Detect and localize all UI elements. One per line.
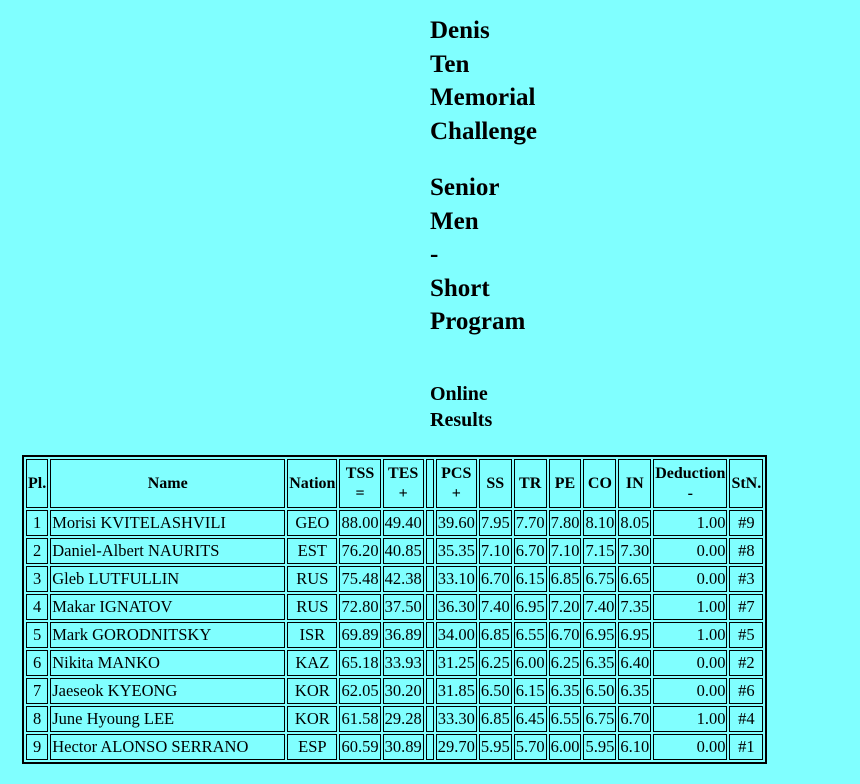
nation-cell: GEO — [287, 510, 337, 536]
place-cell: 6 — [26, 650, 48, 676]
pcs-cell: 34.00 — [436, 622, 477, 648]
col-header-ss: SS — [479, 459, 512, 508]
start-number-cell: #8 — [729, 538, 763, 564]
separator-cell — [426, 706, 434, 732]
tr-cell: 5.70 — [514, 734, 547, 760]
nation-cell: EST — [287, 538, 337, 564]
deduction-cell: 1.00 — [653, 594, 727, 620]
tr-cell: 6.95 — [514, 594, 547, 620]
col-header-deduction-label: Deduction — [655, 464, 726, 482]
start-number-cell: #9 — [729, 510, 763, 536]
deduction-cell: 0.00 — [653, 734, 727, 760]
category-title-line: Senior — [430, 174, 500, 201]
separator-cell — [426, 538, 434, 564]
pcs-cell: 31.85 — [436, 678, 477, 704]
tr-cell: 6.70 — [514, 538, 547, 564]
table-row — [26, 510, 763, 536]
tss-cell: 75.48 — [339, 566, 380, 592]
category-title-line: Short — [430, 274, 490, 302]
nation-cell: ESP — [287, 734, 337, 760]
pcs-cell: 36.30 — [436, 594, 477, 620]
tes-cell: 37.50 — [383, 594, 424, 620]
skater-name-cell: June Hyoung LEE — [50, 706, 285, 732]
in-cell: 7.35 — [618, 594, 651, 620]
deduction-cell: 0.00 — [653, 678, 727, 704]
start-number-cell: #6 — [729, 678, 763, 704]
place-cell: 5 — [26, 622, 48, 648]
header-row — [26, 459, 763, 508]
tr-cell: 6.55 — [514, 622, 547, 648]
tr-cell: 6.15 — [514, 678, 547, 704]
pcs-cell: 35.35 — [436, 538, 477, 564]
event-title-line: Memorial — [430, 84, 536, 111]
table-row — [26, 566, 763, 592]
place-cell: 1 — [26, 510, 48, 536]
col-header-tss-sign: = — [355, 484, 365, 502]
table-row — [26, 734, 763, 760]
pe-cell: 6.70 — [549, 622, 582, 648]
start-number-cell: #2 — [729, 650, 763, 676]
tr-cell: 7.70 — [514, 510, 547, 536]
tss-cell: 60.59 — [339, 734, 380, 760]
deduction-cell: 0.00 — [653, 566, 727, 592]
co-cell: 7.40 — [583, 594, 616, 620]
tss-cell: 61.58 — [339, 706, 380, 732]
tr-cell: 6.00 — [514, 650, 547, 676]
title-block — [430, 14, 630, 433]
table-row — [26, 538, 763, 564]
tr-cell: 6.45 — [514, 706, 547, 732]
nation-cell: KOR — [287, 706, 337, 732]
separator-cell — [426, 510, 434, 536]
place-cell: 8 — [26, 706, 48, 732]
col-header-tes-sign: + — [398, 484, 408, 502]
results-table — [22, 455, 767, 764]
ss-cell: 7.10 — [479, 538, 512, 564]
ss-cell: 7.95 — [479, 510, 512, 536]
start-number-cell: #3 — [729, 566, 763, 592]
pcs-cell: 39.60 — [436, 510, 477, 536]
deduction-cell: 1.00 — [653, 510, 727, 536]
nation-cell: KAZ — [287, 650, 337, 676]
col-header-tes-label: TES — [388, 464, 419, 482]
pe-cell: 7.80 — [549, 510, 582, 536]
in-cell: 6.95 — [618, 622, 651, 648]
ss-cell: 5.95 — [479, 734, 512, 760]
separator-cell — [426, 650, 434, 676]
skater-name-cell: Mark GORODNITSKY — [50, 622, 285, 648]
tes-cell: 40.85 — [383, 538, 424, 564]
pe-cell: 6.55 — [549, 706, 582, 732]
start-number-cell: #1 — [729, 734, 763, 760]
col-header-pe: PE — [549, 459, 582, 508]
col-header-pcs-sign: + — [451, 484, 461, 502]
place-cell: 2 — [26, 538, 48, 564]
col-header-in: IN — [618, 459, 651, 508]
col-header-tss — [339, 459, 380, 508]
skater-name-cell: Morisi KVITELASHVILI — [50, 510, 285, 536]
place-cell: 3 — [26, 566, 48, 592]
pe-cell: 7.10 — [549, 538, 582, 564]
deduction-cell: 1.00 — [653, 622, 727, 648]
col-header-tr: TR — [514, 459, 547, 508]
col-header-nation: Nation — [287, 459, 337, 508]
ss-cell: 7.40 — [479, 594, 512, 620]
col-header-deduction-sign: - — [687, 484, 693, 502]
tss-cell: 69.89 — [339, 622, 380, 648]
tss-cell: 88.00 — [339, 510, 380, 536]
pe-cell: 6.25 — [549, 650, 582, 676]
nation-cell: KOR — [287, 678, 337, 704]
in-cell: 6.10 — [618, 734, 651, 760]
pe-cell: 6.00 — [549, 734, 582, 760]
separator-cell — [426, 734, 434, 760]
tes-cell: 29.28 — [383, 706, 424, 732]
separator-cell — [426, 566, 434, 592]
skater-name-cell: Daniel-Albert NAURITS — [50, 538, 285, 564]
results-body — [26, 510, 763, 760]
place-cell: 4 — [26, 594, 48, 620]
deduction-cell: 1.00 — [653, 706, 727, 732]
skater-name-cell: Nikita MANKO — [50, 650, 285, 676]
col-header-pcs-label: PCS — [441, 464, 472, 482]
skater-name-cell: Makar IGNATOV — [50, 594, 285, 620]
pe-cell: 6.85 — [549, 566, 582, 592]
co-cell: 6.95 — [583, 622, 616, 648]
pcs-cell: 29.70 — [436, 734, 477, 760]
in-cell: 6.70 — [618, 706, 651, 732]
in-cell: 6.65 — [618, 566, 651, 592]
in-cell: 7.30 — [618, 538, 651, 564]
separator-cell — [426, 622, 434, 648]
tes-cell: 33.93 — [383, 650, 424, 676]
tr-cell: 6.15 — [514, 566, 547, 592]
table-row — [26, 706, 763, 732]
category-title-line: - — [430, 241, 439, 268]
in-cell: 8.05 — [618, 510, 651, 536]
ss-cell: 6.50 — [479, 678, 512, 704]
category-title — [430, 171, 630, 339]
separator-cell — [426, 678, 434, 704]
skater-name-cell: Hector ALONSO SERRANO — [50, 734, 285, 760]
ss-cell: 6.85 — [479, 706, 512, 732]
col-header-start-number: StN. — [729, 459, 763, 508]
pe-cell: 7.20 — [549, 594, 582, 620]
col-header-co: CO — [583, 459, 616, 508]
tss-cell: 62.05 — [339, 678, 380, 704]
pcs-cell: 33.10 — [436, 566, 477, 592]
event-title-line: Challenge — [430, 117, 537, 145]
tss-cell: 76.20 — [339, 538, 380, 564]
col-header-pcs — [436, 459, 477, 508]
pcs-cell: 31.25 — [436, 650, 477, 676]
event-title — [430, 14, 630, 148]
tes-cell: 49.40 — [383, 510, 424, 536]
in-cell: 6.35 — [618, 678, 651, 704]
pcs-cell: 33.30 — [436, 706, 477, 732]
col-header-deduction — [653, 459, 727, 508]
skater-name-cell: Gleb LUTFULLIN — [50, 566, 285, 592]
col-header-place: Pl. — [26, 459, 48, 508]
co-cell: 6.50 — [583, 678, 616, 704]
ss-cell: 6.70 — [479, 566, 512, 592]
co-cell: 6.75 — [583, 706, 616, 732]
tss-cell: 65.18 — [339, 650, 380, 676]
deduction-cell: 0.00 — [653, 538, 727, 564]
tes-cell: 36.89 — [383, 622, 424, 648]
table-row — [26, 678, 763, 704]
category-title-line: Men — [430, 207, 479, 235]
skater-name-cell: Jaeseok KYEONG — [50, 678, 285, 704]
tes-cell: 30.20 — [383, 678, 424, 704]
nation-cell: RUS — [287, 594, 337, 620]
table-row — [26, 650, 763, 676]
event-title-line: Denis — [430, 17, 490, 44]
co-cell: 5.95 — [583, 734, 616, 760]
co-cell: 7.15 — [583, 538, 616, 564]
in-cell: 6.40 — [618, 650, 651, 676]
tes-cell: 42.38 — [383, 566, 424, 592]
start-number-cell: #5 — [729, 622, 763, 648]
start-number-cell: #4 — [729, 706, 763, 732]
col-header-tes — [383, 459, 424, 508]
results-heading-line: Results — [430, 408, 493, 431]
col-header-name: Name — [50, 459, 285, 508]
deduction-cell: 0.00 — [653, 650, 727, 676]
place-cell: 9 — [26, 734, 48, 760]
nation-cell: ISR — [287, 622, 337, 648]
pe-cell: 6.35 — [549, 678, 582, 704]
results-heading-line: Online — [430, 382, 488, 405]
table-row — [26, 594, 763, 620]
tss-cell: 72.80 — [339, 594, 380, 620]
co-cell: 8.10 — [583, 510, 616, 536]
ss-cell: 6.85 — [479, 622, 512, 648]
nation-cell: RUS — [287, 566, 337, 592]
tes-cell: 30.89 — [383, 734, 424, 760]
co-cell: 6.75 — [583, 566, 616, 592]
event-title-line: Ten — [430, 50, 470, 78]
col-header-tss-label: TSS — [345, 464, 375, 482]
col-separator — [426, 459, 434, 508]
table-row — [26, 622, 763, 648]
place-cell: 7 — [26, 678, 48, 704]
co-cell: 6.35 — [583, 650, 616, 676]
separator-cell — [426, 594, 434, 620]
start-number-cell: #7 — [729, 594, 763, 620]
category-title-line: Program — [430, 308, 526, 335]
ss-cell: 6.25 — [479, 650, 512, 676]
results-heading — [430, 381, 630, 433]
